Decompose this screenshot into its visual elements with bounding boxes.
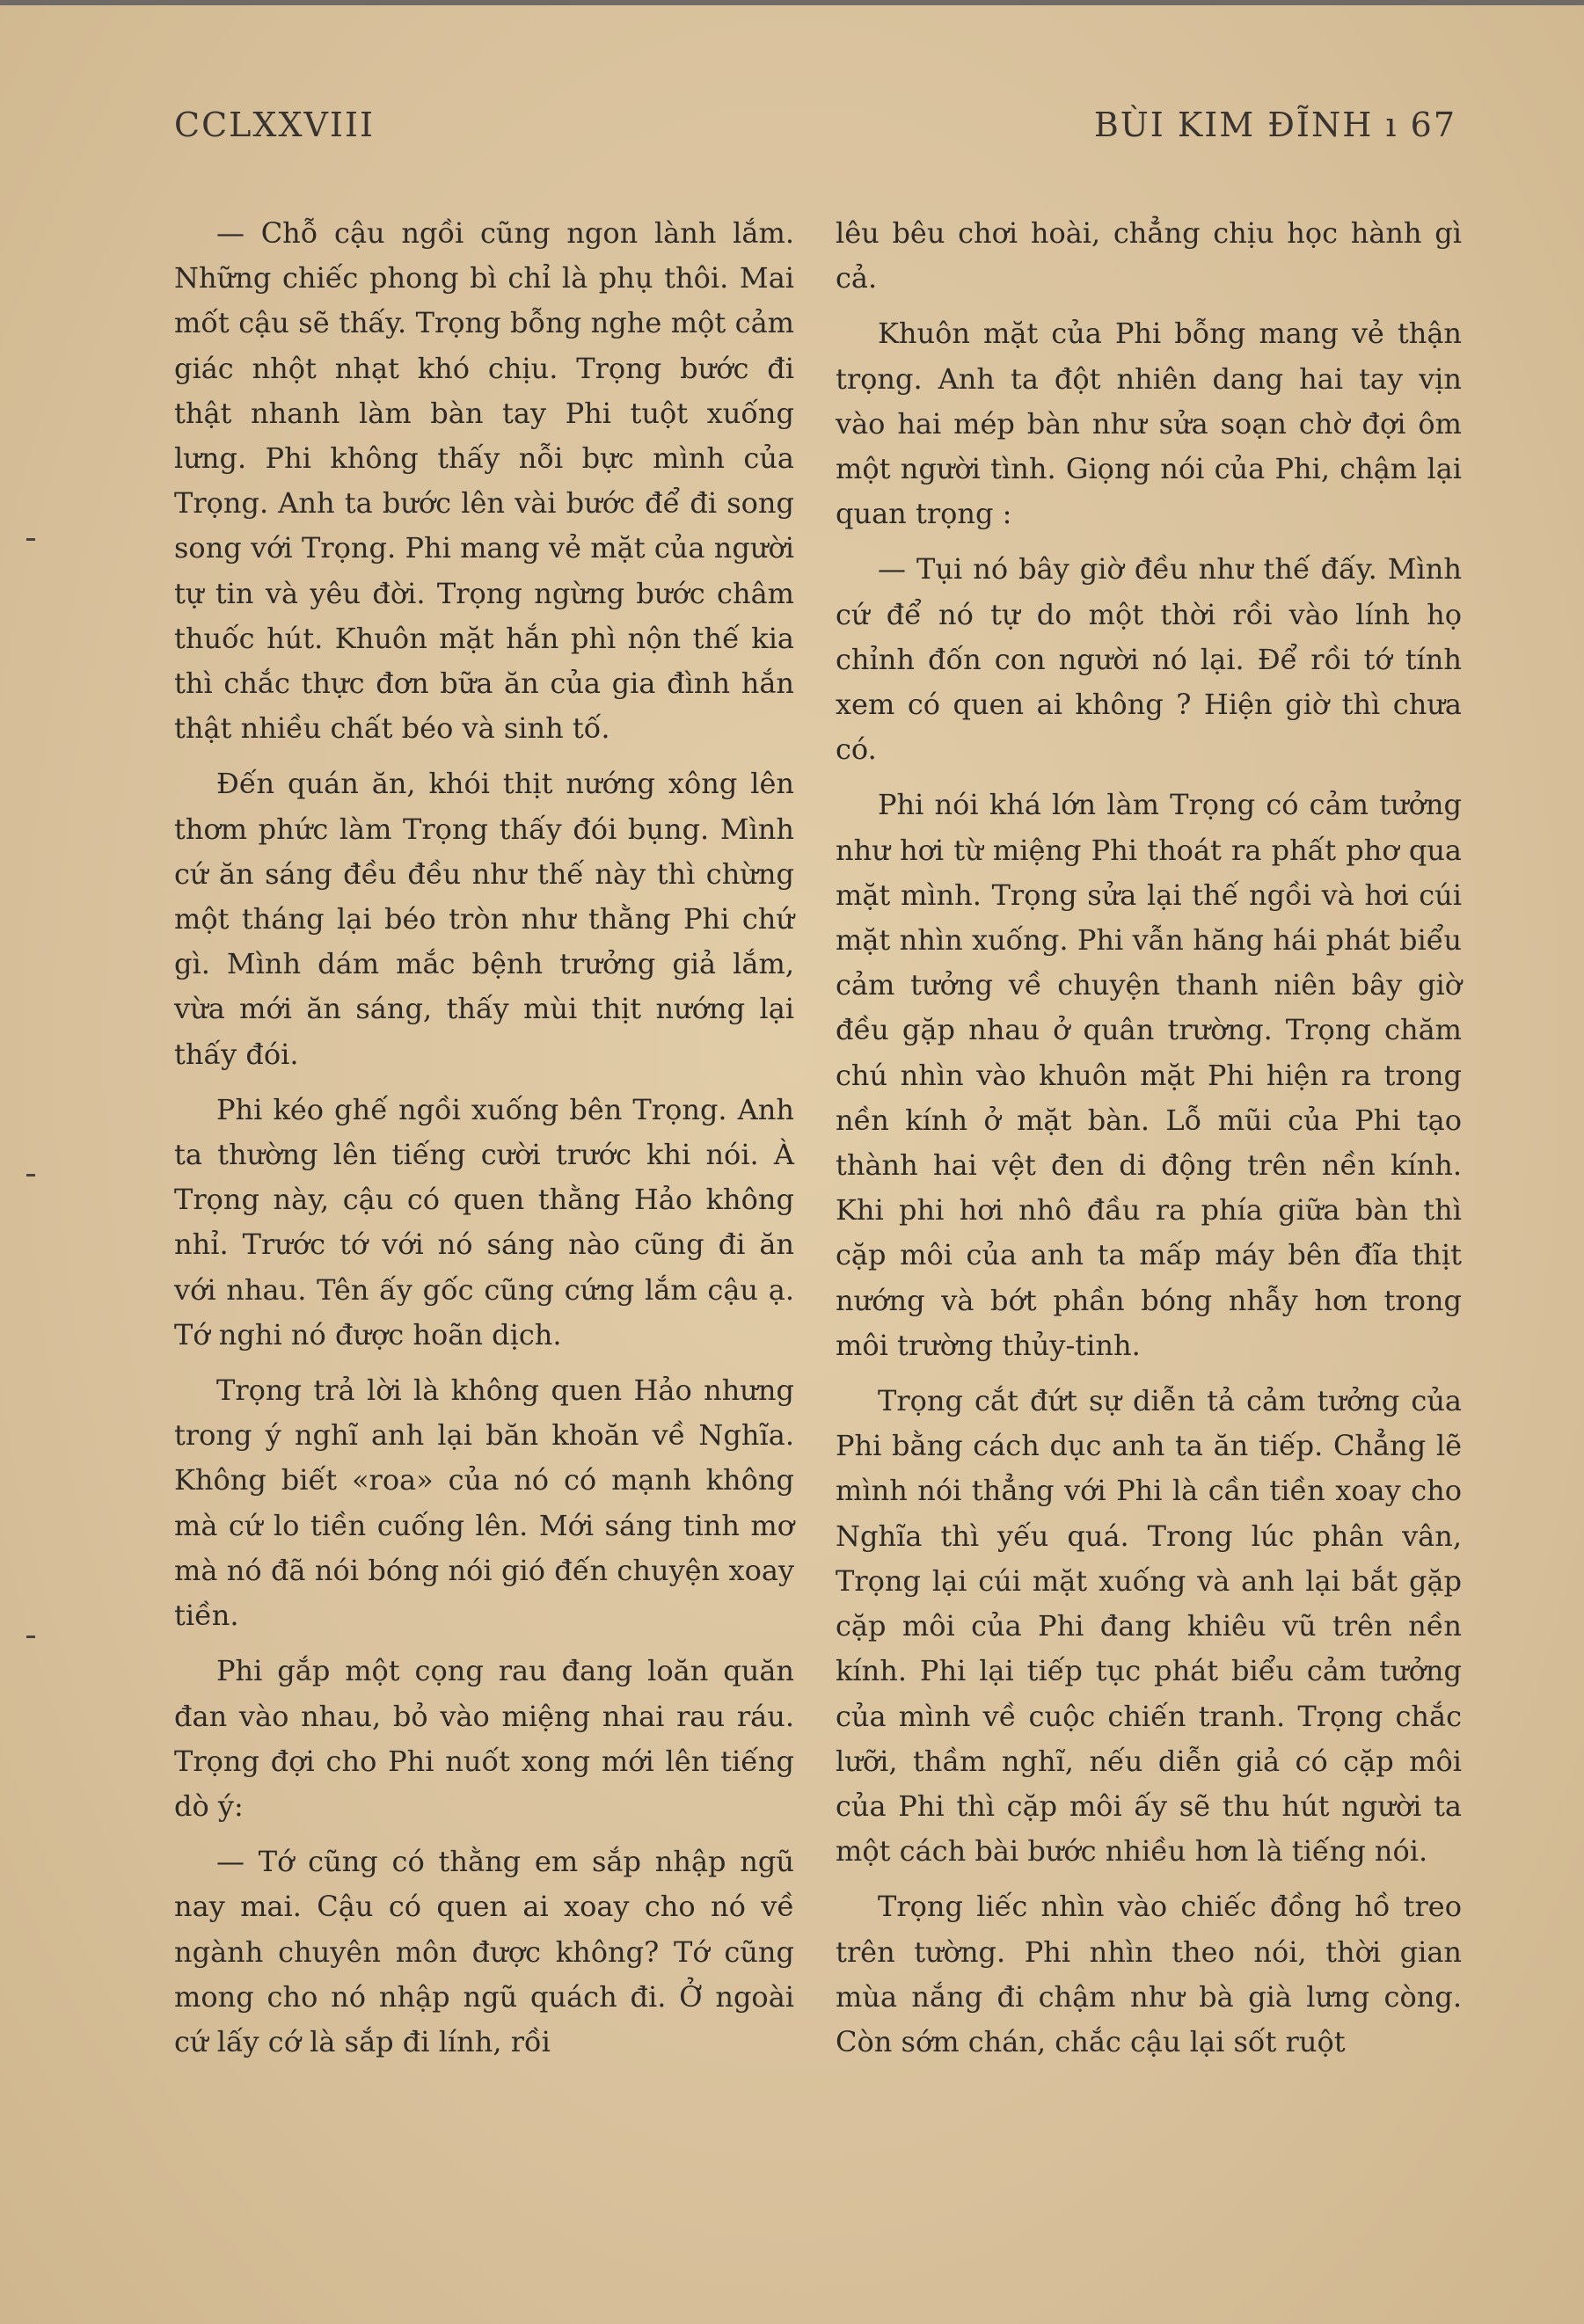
paragraph: Trọng liếc nhìn vào chiếc đồng hồ treo trên tường. Phi nhìn theo nói, thời gian mùa nắng đi chậm như bà già lưng còng. Còn sớm chán, chắc cậu lại sốt ruột <box>836 1890 1462 2058</box>
paragraph-continued: lêu bêu chơi hoài, chẳng chịu học hành gì cả. <box>836 216 1462 295</box>
margin-mark <box>26 1174 35 1177</box>
running-header <box>174 106 1456 158</box>
paragraph: Đến quán ăn, khói thịt nướng xông lên thơm phức làm Trọng thấy đói bụng. Mình cứ ăn sáng đều đều như thế này thì chừng một tháng lại béo tròn như thằng Phi chứ gì. Mình dám mắc bệnh trưởng giả lắm, vừa mới ăn sáng, thấy mùi thịt nướng lại thấy đói. <box>174 767 794 1071</box>
paragraph: — Tớ cũng có thằng em sắp nhập ngũ nay mai. Cậu có quen ai xoay cho nó về ngành chuyên môn được không? Tớ cũng mong cho nó nhập ngũ quách đi. Ở ngoài cứ lấy cớ là sắp đi lính, rồi <box>174 1845 794 2058</box>
paragraph: Phi gắp một cọng rau đang loăn quăn đan vào nhau, bỏ vào miệng nhai rau ráu. Trọng đợi cho Phi nuốt xong mới lên tiếng dò ý: <box>174 1654 794 1823</box>
margin-mark <box>26 538 35 541</box>
page-top-edge <box>0 0 1584 5</box>
right-column <box>836 211 1462 2075</box>
paragraph: — Tụi nó bây giờ đều như thế đấy. Mình cứ để nó tự do một thời rồi vào lính họ chỉnh đốn con người nó lại. Để rồi tớ tính xem có quen ai không ? Hiện giờ thì chưa có. <box>836 552 1462 767</box>
margin-mark <box>26 1636 35 1638</box>
author-page-number: BÙI KIM ĐĨNH ı 67 <box>1093 106 1456 144</box>
paragraph: Trọng cắt đứt sự diễn tả cảm tưởng của Phi bằng cách dục anh ta ăn tiếp. Chẳng lẽ mình nói thẳng với Phi là cần tiền xoay cho Nghĩa thì yếu quá. Trong lúc phân vân, Trọng lại cúi mặt xuống và anh lại bắt gặp cặp môi của Phi đang khiêu vũ trên nền kính. Phi lại tiếp tục phát biểu cảm tưởng của mình về cuộc chiến tranh. Trọng chắc lưỡi, thầm nghĩ, nếu diễn giả có cặp môi của Phi thì cặp môi ấy sẽ thu hút người ta một cách bài bước nhiều hơn là tiếng nói. <box>836 1384 1462 1869</box>
paragraph: — Chỗ cậu ngồi cũng ngon lành lắm. Những chiếc phong bì chỉ là phụ thôi. Mai mốt cậu sẽ thấy. Trọng bỗng nghe một cảm giác nhột nhạt khó chịu. Trọng bước đi thật nhanh làm bàn tay Phi tuột xuống lưng. Phi không thấy nỗi bực mình của Trọng. Anh ta bước lên vài bước để đi song song với Trọng. Phi mang vẻ mặt của người tự tin và yêu đời. Trọng ngừng bước châm thuốc hút. Khuôn mặt hắn phì nộn thế kia thì chắc thực đơn bữa ăn của gia đình hắn thật nhiều chất béo và sinh tố. <box>174 216 794 746</box>
chapter-number: CCLXXVIII <box>174 106 375 144</box>
paragraph: Phi nói khá lớn làm Trọng có cảm tưởng như hơi từ miệng Phi thoát ra phất phơ qua mặt mình. Trọng sửa lại thế ngồi và hơi cúi mặt nhìn xuống. Phi vẫn hăng hái phát biểu cảm tưởng về chuyện thanh niên bây giờ đều gặp nhau ở quân trường. Trọng chăm chú nhìn vào khuôn mặt Phi hiện ra trong nền kính ở mặt bàn. Lỗ mũi của Phi tạo thành hai vệt đen di động trên nền kính. Khi phi hơi nhô đầu ra phía giữa bàn thì cặp môi của anh ta mấp máy bên đĩa thịt nướng và bớt phần bóng nhẫy hơn trong môi trường thủy-tinh. <box>836 788 1462 1362</box>
left-column <box>174 211 794 2075</box>
paragraph: Trọng trả lời là không quen Hảo nhưng trong ý nghĩ anh lại băn khoăn về Nghĩa. Không biết «roa» của nó có mạnh không mà cứ lo tiền cuống lên. Mới sáng tinh mơ mà nó đã nói bóng nói gió đến chuyện xoay tiền. <box>174 1373 794 1633</box>
paragraph: Khuôn mặt của Phi bỗng mang vẻ thận trọng. Anh ta đột nhiên dang hai tay vịn vào hai mép bàn như sửa soạn chờ đợi ôm một người tình. Giọng nói của Phi, chậm lại quan trọng : <box>836 317 1462 531</box>
paragraph: Phi kéo ghế ngồi xuống bên Trọng. Anh ta thường lên tiếng cười trước khi nói. À Trọng này, cậu có quen thằng Hảo không nhỉ. Trước tớ với nó sáng nào cũng đi ăn với nhau. Tên ấy gốc cũng cứng lắm cậu ạ. Tớ nghi nó được hoãn dịch. <box>174 1092 794 1351</box>
